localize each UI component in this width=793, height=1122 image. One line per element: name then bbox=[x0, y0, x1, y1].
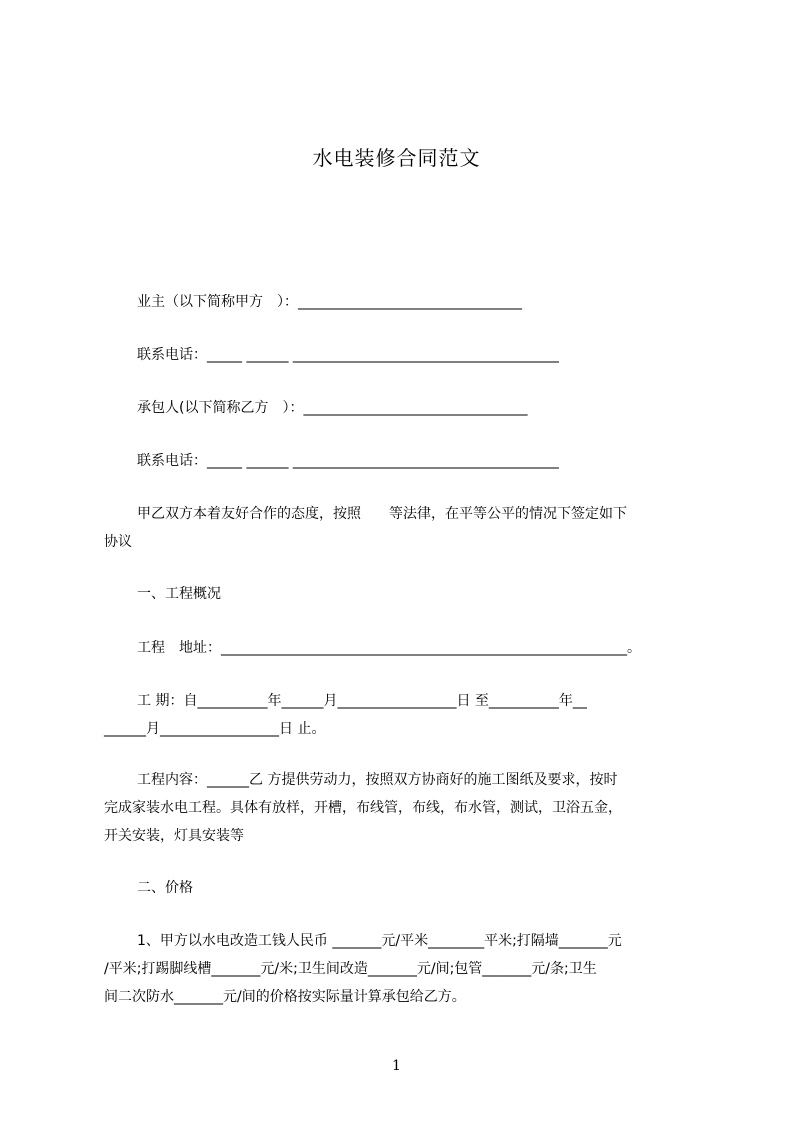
page-number: 1 bbox=[392, 1058, 401, 1074]
intro-paragraph-line-1: 甲乙双方本着友好合作的态度，按照 等法律，在平等公平的情况下签定如下 bbox=[137, 506, 627, 522]
owner-line: 业主（以下简称甲方 ）：________________________________ bbox=[137, 294, 522, 310]
section-1-heading: 一、工程概况 bbox=[137, 586, 221, 602]
contractor-phone-line: 联系电话：_____ ______ ______________________________________ bbox=[137, 453, 559, 469]
owner-phone-line: 联系电话：_____ ______ ______________________________________ bbox=[137, 347, 559, 363]
price-item-1-line-2: /平米;打踢脚线槽_______元/米;卫生间改造_______元/间;包管_______元/条;卫生 bbox=[104, 961, 597, 977]
section-2-heading: 二、价格 bbox=[137, 880, 193, 896]
project-content-line-2: 完成家装水电工程。具体有放样，开槽，布线管，布线，布水管，测试，卫浴五金， bbox=[104, 800, 622, 816]
project-address-line: 工程 地址：__________________________________________________________。 bbox=[137, 640, 641, 656]
document-title: 水电装修合同范文 bbox=[312, 146, 481, 170]
project-period-line-2: ______月_________________日 止。 bbox=[104, 721, 326, 737]
price-item-1-line-3: 间二次防水_______元/间的价格按实际量计算承包给乙方。 bbox=[104, 989, 466, 1005]
intro-paragraph-line-2: 协议 bbox=[104, 534, 132, 550]
price-item-1-line-1: 1、甲方以水电改造工钱人民币 _______元/平米________平米;打隔墙_______元 bbox=[137, 933, 622, 949]
project-content-line-3: 开关安装，灯具安装等 bbox=[104, 828, 244, 844]
contractor-line: 承包人(以下简称乙方 ）：________________________________ bbox=[137, 400, 528, 416]
project-content-line-1: 工程内容：______乙 方提供劳动力，按照双方协商好的施工图纸及要求，按时 bbox=[137, 772, 618, 788]
project-period-line-1: 工 期：自__________年______月_________________日 至__________年__ bbox=[137, 693, 587, 709]
